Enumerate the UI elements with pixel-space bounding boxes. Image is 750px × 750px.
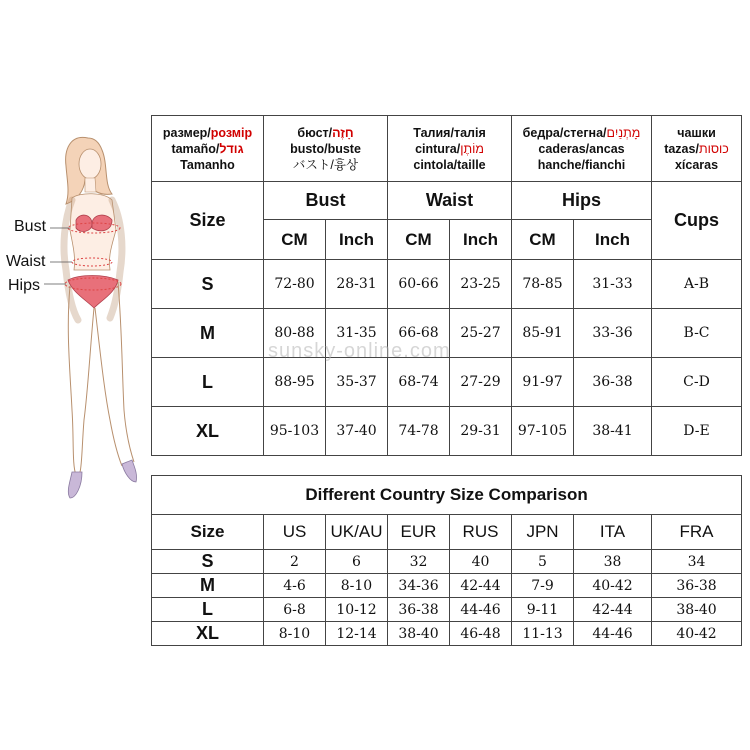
waist-inch-header: Inch xyxy=(450,220,512,260)
waist-lang-header: Талия/талія cintura/מוֹתֶן cintola/taille xyxy=(388,116,512,182)
measure-header-row xyxy=(152,182,742,220)
hips-cm-cell: 78-85 xyxy=(512,260,574,309)
table-row xyxy=(152,309,742,358)
waist-cm-cell: 60-66 xyxy=(388,260,450,309)
size-header: Size xyxy=(152,182,264,260)
waist-cm-cell: 68-74 xyxy=(388,358,450,407)
eur-cell: 38-40 xyxy=(388,622,450,646)
table-row xyxy=(152,598,742,622)
hips-cm-cell: 97-105 xyxy=(512,407,574,456)
model-figure xyxy=(0,120,150,520)
bust-inch-cell: 28-31 xyxy=(326,260,388,309)
bust-cm-cell: 95-103 xyxy=(264,407,326,456)
bust-lang-header: бюст/חָזֶה busto/buste バスト/흉상 xyxy=(264,116,388,182)
table-row xyxy=(152,550,742,574)
waist-inch-cell: 23-25 xyxy=(450,260,512,309)
table-row xyxy=(152,358,742,407)
waist-header: Waist xyxy=(388,182,512,220)
waist-cm-cell: 66-68 xyxy=(388,309,450,358)
woman-illustration xyxy=(0,120,150,520)
size-cell: L xyxy=(152,598,264,622)
waist-cm-header: CM xyxy=(388,220,450,260)
eur-cell: 36-38 xyxy=(388,598,450,622)
hips-label: Hips xyxy=(8,277,41,294)
waist-inch-cell: 25-27 xyxy=(450,309,512,358)
waist-inch-cell: 29-31 xyxy=(450,407,512,456)
hips-inch-cell: 38-41 xyxy=(574,407,652,456)
table-row xyxy=(152,260,742,309)
bust-inch-cell: 35-37 xyxy=(326,358,388,407)
jpn-cell: 9-11 xyxy=(512,598,574,622)
size-chart-table xyxy=(151,115,742,456)
rus-cell: 44-46 xyxy=(450,598,512,622)
ita-cell: 44-46 xyxy=(574,622,652,646)
hips-inch-cell: 31-33 xyxy=(574,260,652,309)
country-header-size: Size xyxy=(152,515,264,550)
fra-cell: 38-40 xyxy=(652,598,742,622)
us-cell: 4-6 xyxy=(264,574,326,598)
bust-header: Bust xyxy=(264,182,388,220)
cups-cell: C-D xyxy=(652,358,742,407)
ita-cell: 40-42 xyxy=(574,574,652,598)
hips-cm-header: CM xyxy=(512,220,574,260)
rus-cell: 40 xyxy=(450,550,512,574)
uk-au-cell: 12-14 xyxy=(326,622,388,646)
fra-cell: 40-42 xyxy=(652,622,742,646)
cups-lang-header: чашки tazas/כוסות xícaras xyxy=(652,116,742,182)
uk-au-cell: 6 xyxy=(326,550,388,574)
jpn-cell: 7-9 xyxy=(512,574,574,598)
hips-cm-cell: 91-97 xyxy=(512,358,574,407)
country-header-row xyxy=(152,515,742,550)
bust-cm-cell: 88-95 xyxy=(264,358,326,407)
bust-cm-cell: 80-88 xyxy=(264,309,326,358)
bust-inch-cell: 37-40 xyxy=(326,407,388,456)
bust-cm-cell: 72-80 xyxy=(264,260,326,309)
eur-cell: 34-36 xyxy=(388,574,450,598)
rus-cell: 46-48 xyxy=(450,622,512,646)
size-cell: M xyxy=(152,309,264,358)
cups-cell: A-B xyxy=(652,260,742,309)
country-header-uk-au: UK/AU xyxy=(326,515,388,550)
bust-cm-header: CM xyxy=(264,220,326,260)
table-row xyxy=(152,622,742,646)
size-cell: XL xyxy=(152,407,264,456)
country-header-rus: RUS xyxy=(450,515,512,550)
hips-lang-header: бедра/стегна/מָתְנַיִם caderas/ancas hanche/fianchi xyxy=(512,116,652,182)
waist-inch-cell: 27-29 xyxy=(450,358,512,407)
country-header-jpn: JPN xyxy=(512,515,574,550)
language-header-row xyxy=(152,116,742,182)
bust-inch-header: Inch xyxy=(326,220,388,260)
size-cell: L xyxy=(152,358,264,407)
size-cell: S xyxy=(152,260,264,309)
waist-label: Waist xyxy=(6,253,46,270)
country-title-row xyxy=(152,476,742,515)
size-lang-header: размер/розмір tamaño/גודל Tamanho xyxy=(152,116,264,182)
jpn-cell: 5 xyxy=(512,550,574,574)
table-row xyxy=(152,574,742,598)
uk-au-cell: 8-10 xyxy=(326,574,388,598)
rus-cell: 42-44 xyxy=(450,574,512,598)
cups-cell: B-C xyxy=(652,309,742,358)
us-cell: 8-10 xyxy=(264,622,326,646)
jpn-cell: 11-13 xyxy=(512,622,574,646)
fra-cell: 34 xyxy=(652,550,742,574)
fra-cell: 36-38 xyxy=(652,574,742,598)
hips-inch-header: Inch xyxy=(574,220,652,260)
country-header-us: US xyxy=(264,515,326,550)
table-row xyxy=(152,407,742,456)
country-header-eur: EUR xyxy=(388,515,450,550)
us-cell: 2 xyxy=(264,550,326,574)
bust-label: Bust xyxy=(14,218,47,235)
ita-cell: 38 xyxy=(574,550,652,574)
country-header-fra: FRA xyxy=(652,515,742,550)
country-size-table xyxy=(151,475,742,646)
size-cell: XL xyxy=(152,622,264,646)
eur-cell: 32 xyxy=(388,550,450,574)
waist-cm-cell: 74-78 xyxy=(388,407,450,456)
us-cell: 6-8 xyxy=(264,598,326,622)
uk-au-cell: 10-12 xyxy=(326,598,388,622)
hips-header: Hips xyxy=(512,182,652,220)
ita-cell: 42-44 xyxy=(574,598,652,622)
cups-header: Cups xyxy=(652,182,742,260)
size-cell: M xyxy=(152,574,264,598)
country-header-ita: ITA xyxy=(574,515,652,550)
bust-inch-cell: 31-35 xyxy=(326,309,388,358)
watermark: sunsky-online.com xyxy=(268,340,451,362)
hips-inch-cell: 33-36 xyxy=(574,309,652,358)
hips-inch-cell: 36-38 xyxy=(574,358,652,407)
country-table-title: Different Country Size Comparison xyxy=(152,476,742,515)
hips-cm-cell: 85-91 xyxy=(512,309,574,358)
size-cell: S xyxy=(152,550,264,574)
cups-cell: D-E xyxy=(652,407,742,456)
